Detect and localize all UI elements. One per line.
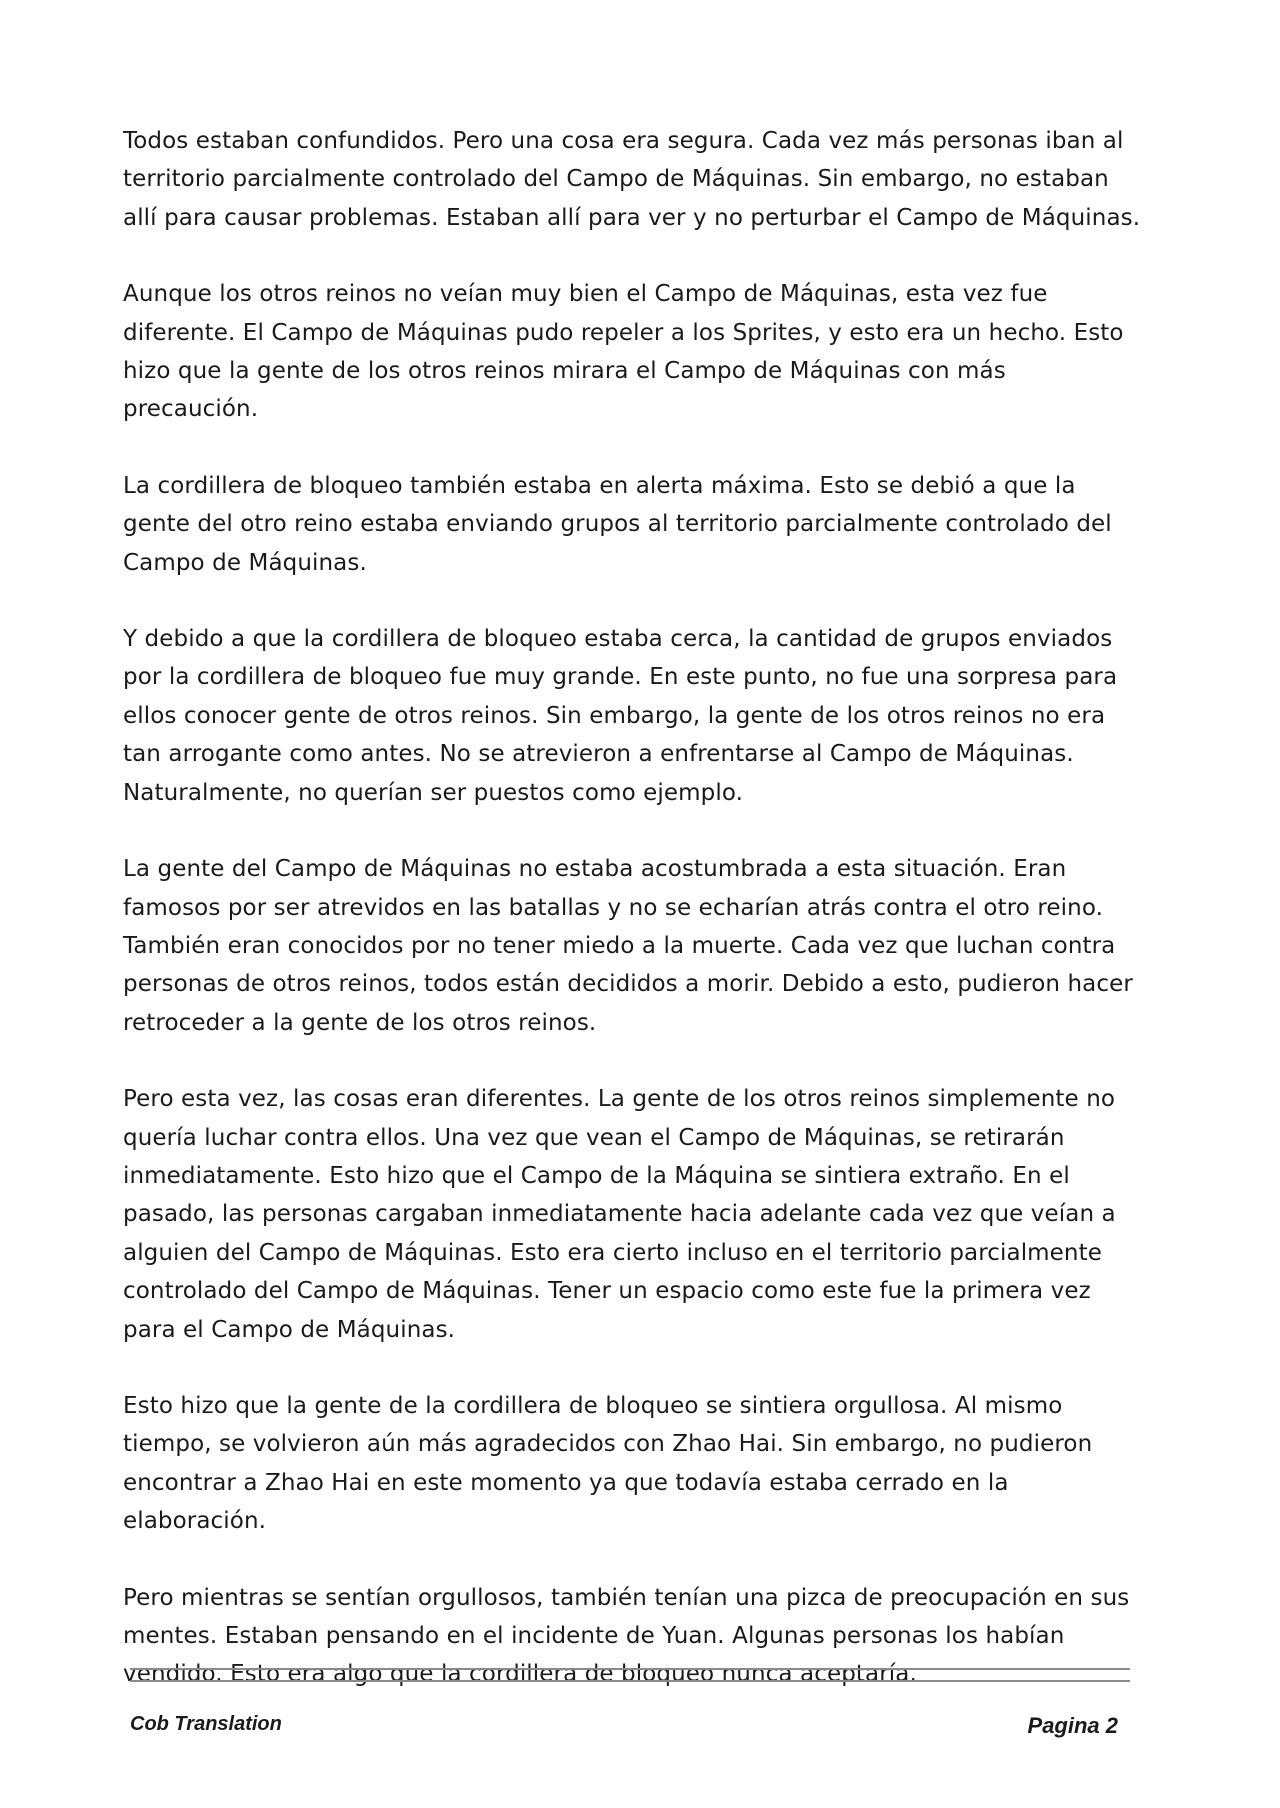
footer-page-number: Pagina 2 [1027, 1713, 1118, 1738]
footer-source-label: Cob Translation [130, 1713, 282, 1735]
paragraph: Todos estaban confundidos. Pero una cosa era segura. Cada vez más personas iban al territorio parcialmente controlado del Campo de Máquinas. Sin embargo, no estaban allí para causar problemas. Estaban allí para ver y no perturbar el Campo de Máquinas. [123, 128, 1141, 231]
footer-divider-bottom [130, 1680, 1130, 1682]
paragraph: La gente del Campo de Máquinas no estaba acostumbrada a esta situación. Eran famosos por ser atrevidos en las batallas y no se echarían atrás contra el otro reino. También eran conocidos por no tener miedo a la muerte. Cada vez que luchan contra personas de otros reinos, todos están decididos a morir. Debido a esto, pudieron hacer retroceder a la gente de los otros reinos. [123, 856, 1133, 1036]
document-body [123, 122, 1143, 1732]
paragraph: Pero esta vez, las cosas eran diferentes. La gente de los otros reinos simplemente no quería luchar contra ellos. Una vez que vean el Campo de Máquinas, se retirarán inmediatamente. Esto hizo que el Campo de la Máquina se sintiera extraño. En el pasado, las personas cargaban inmediatamente hacia adelante cada vez que veían a alguien del Campo de Máquinas. Esto era cierto incluso en el territorio parcialmente controlado del Campo de Máquinas. Tener un espacio como este fue la primera vez para el Campo de Máquinas. [123, 1086, 1116, 1343]
footer-divider-top [130, 1668, 1130, 1670]
paragraph: Pero mientras se sentían orgullosos, también tenían una pizca de preocupación en sus mentes. Estaban pensando en el incidente de Yuan. Algunas personas los habían vendido. Esto era algo que la cordillera de bloqueo nunca aceptaría. [123, 1584, 1130, 1688]
paragraph: Y debido a que la cordillera de bloqueo estaba cerca, la cantidad de grupos enviados por la cordillera de bloqueo fue muy grande. En este punto, no fue una sorpresa para ellos conocer gente de otros reinos. Sin embargo, la gente de los otros reinos no era tan arrogante como antes. No se atrevieron a enfrentarse al Campo de Máquinas. Naturalmente, no querían ser puestos como ejemplo. [123, 626, 1118, 806]
paragraph: La cordillera de bloqueo también estaba en alerta máxima. Esto se debió a que la gente del otro reino estaba enviando grupos al territorio parcialmente controlado del Campo de Máquinas. [123, 472, 1112, 576]
paragraph: Esto hizo que la gente de la cordillera de bloqueo se sintiera orgullosa. Al mismo tiempo, se volvieron aún más agradecidos con Zhao Hai. Sin embargo, no pudieron encontrar a Zhao Hai en este momento ya que todavía estaba cerrado en la elaboración. [123, 1392, 1093, 1535]
paragraph: Aunque los otros reinos no veían muy bien el Campo de Máquinas, esta vez fue diferente. El Campo de Máquinas pudo repeler a los Sprites, y esto era un hecho. Esto hizo que la gente de los otros reinos mirara el Campo de Máquinas con más precaución. [123, 281, 1124, 423]
